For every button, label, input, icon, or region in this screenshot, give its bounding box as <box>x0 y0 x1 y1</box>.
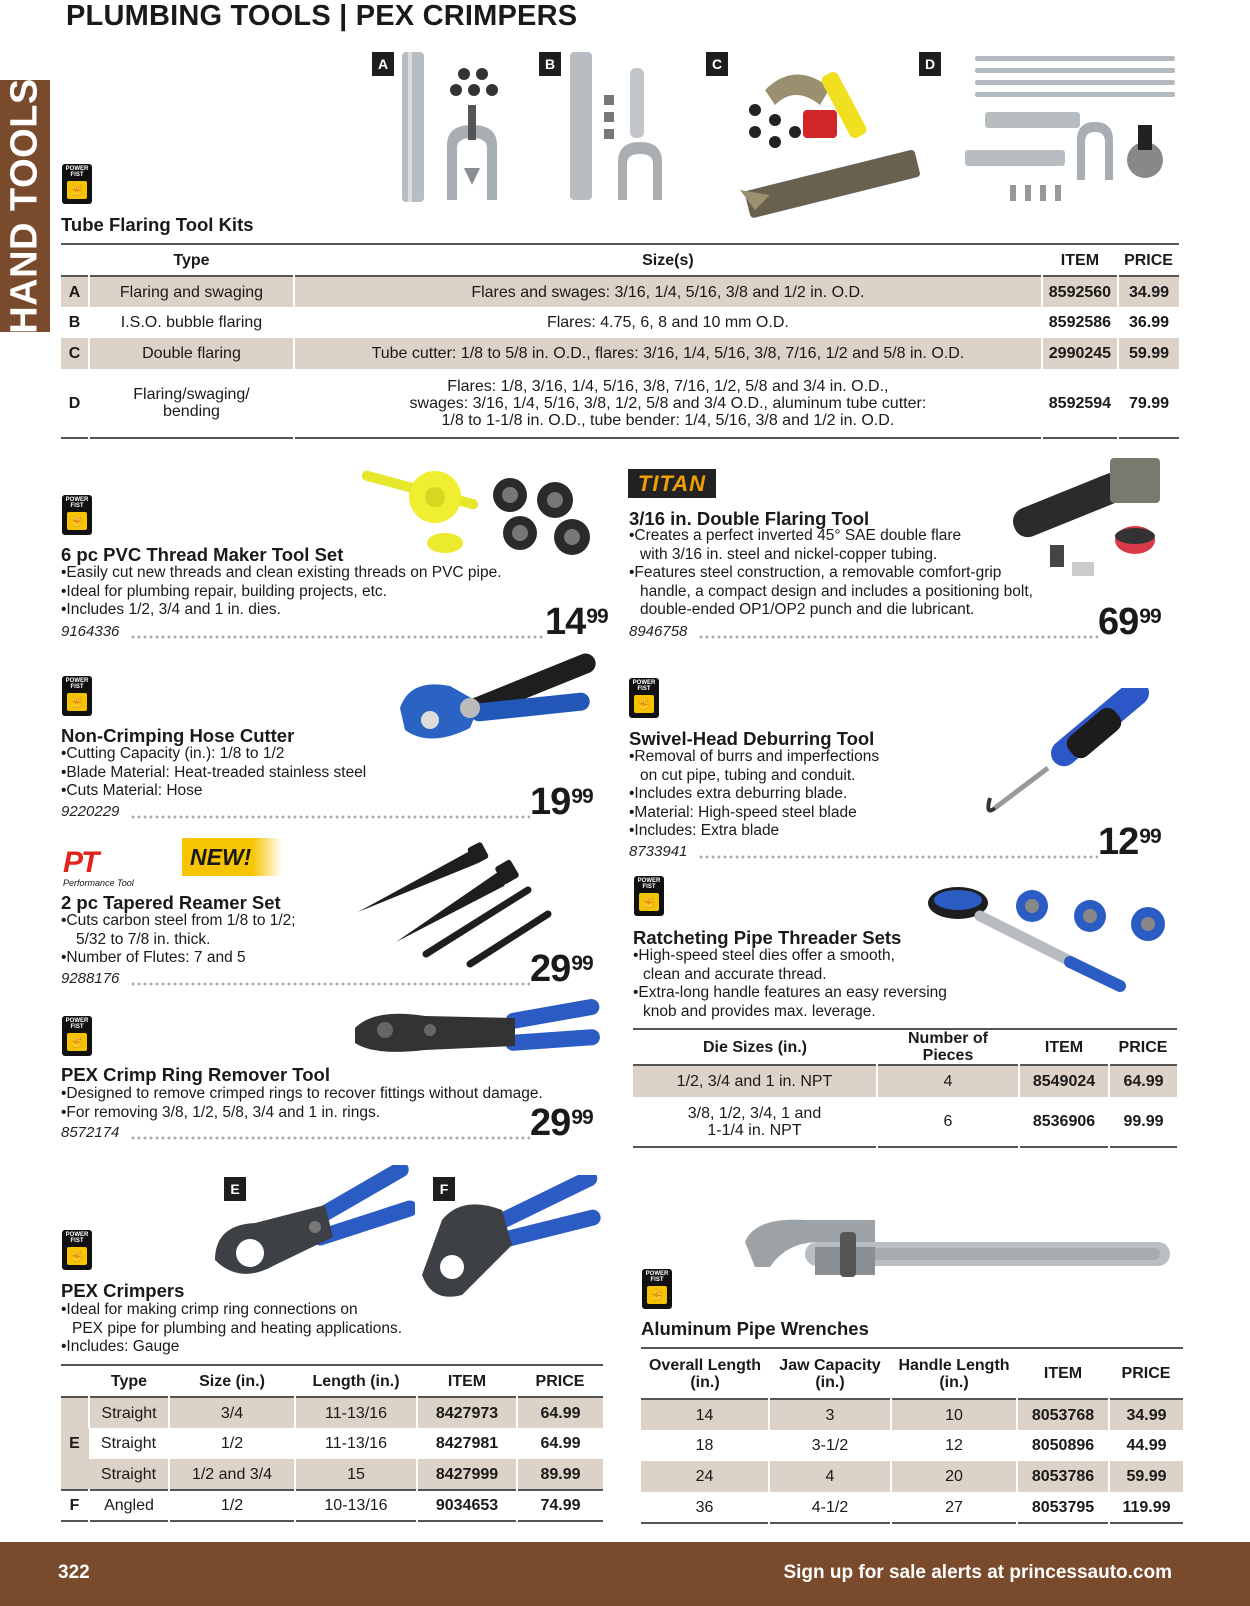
tapered-reamer-image <box>358 842 558 972</box>
col-price: PRICE <box>1124 251 1173 269</box>
table-row: F Angled 1/2 10-13/16 9034653 74.99 <box>61 1490 603 1521</box>
crimp-ring-remover-image <box>355 998 605 1073</box>
pvc-heading: 6 pc PVC Thread Maker Tool Set <box>61 544 344 565</box>
crimp-remover-sku: 8572174 <box>61 1124 120 1141</box>
threader-heading: Ratcheting Pipe Threader Sets <box>633 927 902 948</box>
page-number: 322 <box>58 1562 90 1583</box>
reamer-bullets: •Cuts carbon steel from 1/8 to 1/2; 5/32 to 7/8 in. thick. •Number of Flutes: 7 and 5 <box>61 912 296 966</box>
label-d-badge: D <box>919 52 941 76</box>
col-sizes: Size(s) <box>642 251 694 269</box>
new-badge: NEW! <box>182 838 282 876</box>
crimp-remover-bullets: •Designed to remove crimped rings to recover fittings without damage. •For removing 3/8, 1/2, 5/8, 3/4 and 1 in. rings. <box>61 1085 543 1121</box>
pipe-threader-table: Die Sizes (in.) Number of Pieces ITEM PRICE 1/2, 3/4 and 1 in. NPT 4 8549024 64.99 3/8, 1/2, 3/4, 1 and 1-1/4 in. NPT 6 8536906 99.99 <box>633 1028 1177 1148</box>
deburr-bullets: •Removal of burrs and imperfections on cut pipe, tubing and conduit. •Includes extra deburring blade. •Material: High-speed steel blade •Includes: Extra blade <box>629 748 880 839</box>
flaring-kits-table <box>61 243 1179 439</box>
table-row: Straight 1/2 and 3/4 15 8427999 89.99 <box>61 1459 603 1490</box>
hose-cutter-image <box>400 648 600 758</box>
label-f-badge: F <box>433 1177 455 1201</box>
reamer-price: $29^{99}$ <box>530 948 593 990</box>
pvc-price: $14^{99}$ <box>545 601 608 643</box>
double-flare-price: $69^{99}$ <box>1098 601 1161 643</box>
leader-dots <box>130 1136 530 1140</box>
col-type: Type <box>173 251 210 269</box>
deburr-sku: 8733941 <box>629 843 688 860</box>
table-row: B I.S.O. bubble flaring Flares: 4.75, 6, 8 and 10 mm O.D. 8592586 36.99 <box>61 307 1179 338</box>
pex-crimpers-bullets: •Ideal for making crimp ring connections on PEX pipe for plumbing and heating applications. •Includes: Gauge <box>61 1301 403 1355</box>
hose-cutter-sku: 9220229 <box>61 803 120 820</box>
threader-bullets: •High-speed steel dies offer a smooth, clean and accurate thread. •Extra-long handle features an easy reversing knob and provides max. leverage. <box>633 947 947 1020</box>
power-fist-logo-icon: POWER FIST ✊ <box>634 876 664 916</box>
crimp-remover-heading: PEX Crimp Ring Remover Tool <box>61 1064 330 1085</box>
table-row: 36 4-1/2 27 8053795 119.99 <box>641 1492 1183 1523</box>
leader-dots <box>130 635 545 639</box>
pipe-wrench-heading: Aluminum Pipe Wrenches <box>641 1318 869 1339</box>
hose-cutter-bullets: •Cutting Capacity (in.): 1/8 to 1/2 •Blade Material: Heat-treaded stainless steel •Cuts Material: Hose <box>61 745 367 799</box>
table-row: D Flaring/swaging/ bending Flares: 1/8, 3/16, 1/4, 5/16, 3/8, 7/16, 1/2, 5/8 and 3/4 in. O.D., swages: 3/16, 1/4, 5/16, 3/8, 1/2, 5/8 and 3/4 O.D., aluminum tube cutter: 1/8 to 1-1/8 in. O.D., tube bender: 1/4, 5/16, 3/8 and 1/2 in. O.D. 8592594 79.99 <box>61 369 1179 438</box>
leader-dots <box>698 635 1098 639</box>
flaring-kit-c-image <box>735 50 925 225</box>
flaring-kits-heading: Tube Flaring Tool Kits <box>61 214 254 235</box>
table-row: 18 3-1/2 12 8050896 44.99 <box>641 1430 1183 1461</box>
table-row: E Straight 3/4 11-13/16 8427973 64.99 <box>61 1397 603 1428</box>
table-row: 14 3 10 8053768 34.99 <box>641 1399 1183 1430</box>
flaring-kit-a-image <box>392 50 532 210</box>
power-fist-logo-icon: POWER FIST ✊ <box>629 678 659 718</box>
table-row: 1/2, 3/4 and 1 in. NPT 4 8549024 64.99 <box>633 1065 1177 1097</box>
table-row: 24 4 20 8053786 59.99 <box>641 1461 1183 1492</box>
power-fist-logo-icon: POWER FIST ✊ <box>642 1269 672 1309</box>
section-side-tab <box>0 80 50 332</box>
sale-alerts-link[interactable]: Sign up for sale alerts at princessauto.com <box>783 1562 1172 1583</box>
deburr-heading: Swivel-Head Deburring Tool <box>629 728 875 749</box>
pex-crimper-f-image <box>422 1175 607 1305</box>
pvc-thread-maker-image <box>360 455 600 555</box>
page-title: PLUMBING TOOLS | PEX CRIMPERS <box>66 0 578 32</box>
double-flaring-tool-image <box>1010 450 1185 590</box>
leader-dots <box>130 815 530 819</box>
pipe-threader-image <box>920 878 1180 1003</box>
crimp-remover-price: $29^{99}$ <box>530 1102 593 1144</box>
side-tab-label: HAND TOOLS <box>3 78 46 334</box>
leader-dots <box>698 855 1098 859</box>
pex-crimpers-heading: PEX Crimpers <box>61 1280 185 1301</box>
power-fist-logo-icon: POWER FIST ✊ <box>62 1016 92 1056</box>
page-footer <box>0 1542 1250 1606</box>
label-e-badge: E <box>224 1177 246 1201</box>
deburr-price: $12^{99}$ <box>1098 821 1161 863</box>
power-fist-logo-icon: POWER FIST ✊ <box>62 495 92 535</box>
table-row: 3/8, 1/2, 3/4, 1 and 1-1/4 in. NPT 6 8536906 99.99 <box>633 1097 1177 1147</box>
col-item: ITEM <box>1060 251 1100 269</box>
label-b-badge: B <box>539 52 561 76</box>
pvc-sku: 9164336 <box>61 623 120 640</box>
pipe-wrench-table: Overall Length (in.) Jaw Capacity (in.) Handle Length (in.) ITEM PRICE 14 3 10 8053768 34.99 18 3-1/2 12 8050896 44.99 24 4 20 8053786 59.99 36 4-1/2 27 8053795 119.99 <box>641 1347 1183 1524</box>
table-row: A Flaring and swaging Flares and swages: 3/16, 1/4, 5/16, 3/8 and 1/2 in. O.D. 8592560 34.99 <box>61 276 1179 307</box>
double-flare-heading: 3/16 in. Double Flaring Tool <box>629 508 870 529</box>
label-c-badge: C <box>706 52 728 76</box>
hose-cutter-price: $19^{99}$ <box>530 781 593 823</box>
power-fist-logo-icon: POWER FIST ✊ <box>62 1230 92 1270</box>
performance-tool-logo: PT Performance Tool <box>63 846 134 888</box>
pvc-bullets: •Easily cut new threads and clean existing threads on PVC pipe. •Ideal for plumbing repair, building projects, etc. •Includes 1/2, 3/4 and 1 in. dies. <box>61 564 502 618</box>
pipe-wrench-image <box>745 1212 1175 1297</box>
deburring-tool-image <box>980 688 1155 818</box>
titan-logo: TITAN <box>628 469 716 498</box>
hose-cutter-heading: Non-Crimping Hose Cutter <box>61 725 295 746</box>
label-a-badge: A <box>372 52 394 76</box>
pex-crimper-e-image <box>215 1165 415 1285</box>
flaring-kit-b-image <box>560 50 690 210</box>
table-row: Straight 1/2 11-13/16 8427981 64.99 <box>61 1428 603 1459</box>
reamer-sku: 9288176 <box>61 970 120 987</box>
pex-crimpers-table: Type Size (in.) Length (in.) ITEM PRICE E Straight 3/4 11-13/16 8427973 64.99 Straight 1/2 11-13/16 8427981 64.99 Straight 1/2 and 3/4 15 8427999 89.99 F Angled 1/2 10-13/16 9034653 74.99 <box>61 1364 603 1522</box>
reamer-heading: 2 pc Tapered Reamer Set <box>61 892 281 913</box>
table-row: C Double flaring Tube cutter: 1/8 to 5/8 in. O.D., flares: 3/16, 1/4, 5/16, 3/8, 7/16, 1/2 and 5/8 in. O.D. 2990245 59.99 <box>61 338 1179 369</box>
power-fist-logo-icon: POWER FIST ✊ <box>62 164 92 204</box>
power-fist-logo-icon: POWER FIST ✊ <box>62 676 92 716</box>
double-flare-sku: 8946758 <box>629 623 688 640</box>
double-flare-bullets: •Creates a perfect inverted 45° SAE double flare with 3/16 in. steel and nickel-copper tubing. •Features steel construction, a removable comfort-grip handle, a compact design and includes a positioning bolt, double-ended OP1/OP2 punch and die lubricant. <box>629 527 1033 618</box>
flaring-kit-d-image <box>955 50 1185 215</box>
leader-dots <box>130 982 530 986</box>
